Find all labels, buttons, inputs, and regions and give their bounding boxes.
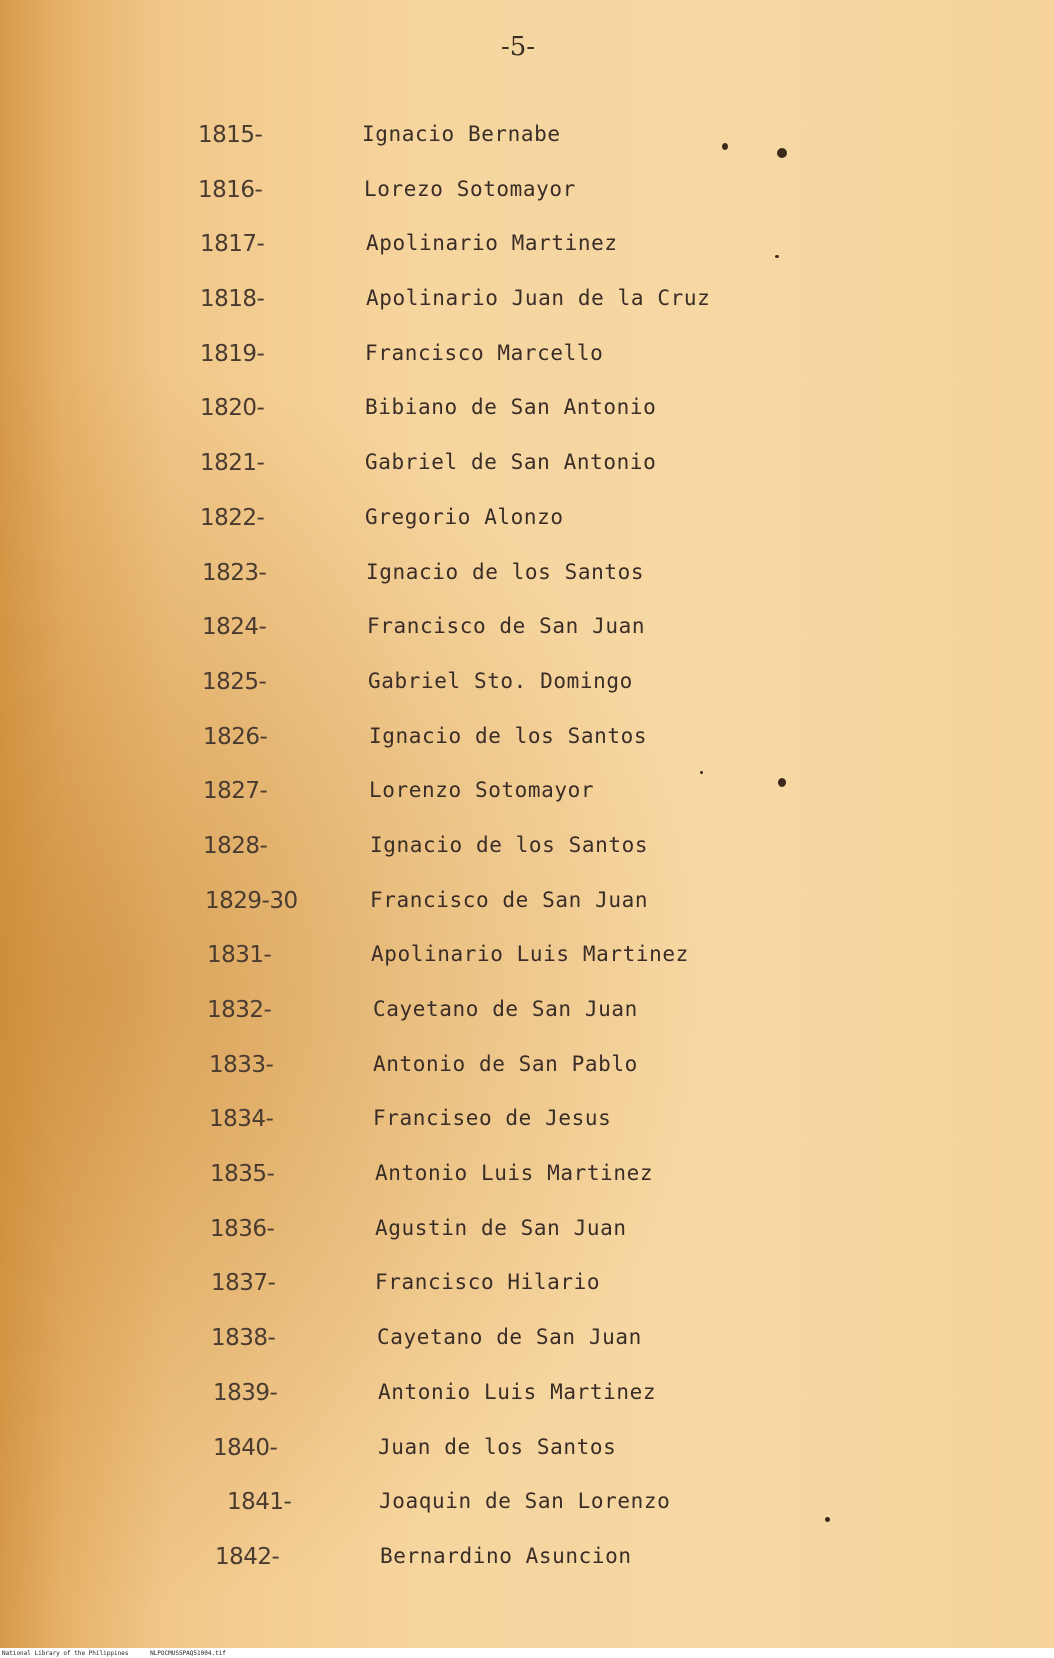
entry-year: 1822- [200, 504, 265, 531]
entry-row [0, 276, 1054, 331]
entry-name: Cayetano de San Juan [373, 997, 638, 1021]
entry-name: Ignacio de los Santos [369, 723, 648, 748]
entry-name: Bibiano de San Antonio [365, 395, 657, 420]
entry-row [0, 987, 1054, 1042]
entry-name: Lorezo Sotomayor [364, 176, 576, 201]
entry-year: 1824- [202, 614, 267, 641]
entry-year: 1825- [202, 668, 267, 695]
entry-year: 1839- [213, 1379, 278, 1406]
entry-name: Joaquin de San Lorenzo [379, 1489, 671, 1514]
entry-row [0, 659, 1054, 714]
entry-year: 1821- [200, 450, 265, 477]
ink-speck [825, 1517, 830, 1522]
entry-row [0, 495, 1054, 550]
year-name-list [0, 112, 1054, 1589]
entry-name: Gabriel de San Antonio [365, 450, 657, 475]
entry-row [0, 878, 1054, 933]
entry-row [0, 112, 1054, 167]
entry-name: Francisco de San Juan [367, 614, 646, 639]
entry-row [0, 1260, 1054, 1315]
entry-name: Gabriel Sto. Domingo [368, 668, 633, 693]
entry-name: Apolinario Luis Martinez [371, 942, 689, 967]
page-number: -5- [500, 32, 536, 62]
entry-name: Franciseo de Jesus [373, 1106, 612, 1131]
entry-row [0, 823, 1054, 878]
entry-row [0, 1206, 1054, 1261]
ink-speck [777, 148, 787, 158]
entry-name: Apolinario Juan de la Cruz [366, 286, 711, 311]
entry-year: 1815- [198, 122, 263, 148]
entry-year: 1841- [227, 1489, 292, 1516]
entry-name: Gregorio Alonzo [365, 504, 564, 529]
entry-row [0, 1315, 1054, 1370]
entry-year: 1837- [211, 1270, 276, 1297]
entry-year: 1833- [209, 1051, 274, 1078]
entry-year: 1820- [200, 395, 265, 422]
entry-row [0, 1370, 1054, 1425]
ink-speck [775, 255, 779, 258]
entry-year: 1836- [210, 1215, 275, 1242]
entry-year: 1831- [207, 942, 272, 969]
entry-row [0, 1479, 1054, 1534]
entry-year: 1840- [213, 1434, 278, 1461]
entry-row [0, 714, 1054, 769]
entry-row [0, 221, 1054, 276]
entry-year: 1828- [203, 832, 268, 859]
entry-row [0, 932, 1054, 987]
entry-year: 1829-30 [205, 887, 298, 914]
entry-name: Ignacio de los Santos [366, 559, 645, 584]
ink-speck [778, 778, 786, 787]
entry-row [0, 768, 1054, 823]
entry-name: Cayetano de San Juan [377, 1325, 642, 1350]
ink-speck [700, 771, 703, 774]
scan-footer [2, 1650, 244, 1657]
entry-row [0, 385, 1054, 440]
entry-name: Apolinario Martinez [366, 231, 618, 256]
entry-row [0, 1151, 1054, 1206]
entry-row [0, 1042, 1054, 1097]
entry-row [0, 1096, 1054, 1151]
entry-row [0, 1425, 1054, 1480]
entry-name: Ignacio Bernabe [362, 122, 561, 146]
entry-year: 1818- [200, 286, 265, 313]
entry-name: Juan de los Santos [378, 1434, 617, 1459]
entry-name: Bernardino Asuncion [380, 1543, 632, 1568]
entry-row [0, 167, 1054, 222]
entry-name: Antonio de San Pablo [373, 1051, 638, 1076]
entry-year: 1827- [203, 778, 268, 805]
entry-name: Francisco Marcello [365, 340, 604, 365]
entry-year: 1835- [210, 1161, 275, 1188]
ink-speck [722, 143, 728, 150]
entry-year: 1834- [209, 1106, 274, 1133]
footer-source: National Library of the Philippines [2, 1650, 129, 1657]
entry-row [0, 604, 1054, 659]
entry-year: 1816- [198, 176, 263, 203]
entry-row [0, 331, 1054, 386]
entry-name: Francisco Hilario [375, 1270, 601, 1295]
entry-year: 1823- [202, 559, 267, 586]
entry-year: 1817- [200, 231, 265, 258]
entry-year: 1832- [207, 997, 272, 1023]
entry-year: 1826- [203, 723, 268, 750]
entry-name: Antonio Luis Martinez [378, 1379, 657, 1404]
entry-name: Agustin de San Juan [375, 1215, 627, 1240]
footer-file: NLPOCMUSSPAQ51004.tif [150, 1650, 226, 1657]
entry-year: 1842- [215, 1543, 280, 1570]
entry-name: Ignacio de los Santos [370, 832, 649, 857]
entry-name: Francisco de San Juan [370, 887, 649, 912]
entry-row [0, 550, 1054, 605]
entry-name: Antonio Luis Martinez [375, 1161, 654, 1186]
entry-year: 1838- [211, 1325, 276, 1352]
entry-year: 1819- [200, 340, 265, 367]
entry-name: Lorenzo Sotomayor [369, 778, 595, 803]
entry-row [0, 440, 1054, 495]
entry-row [0, 1534, 1054, 1589]
